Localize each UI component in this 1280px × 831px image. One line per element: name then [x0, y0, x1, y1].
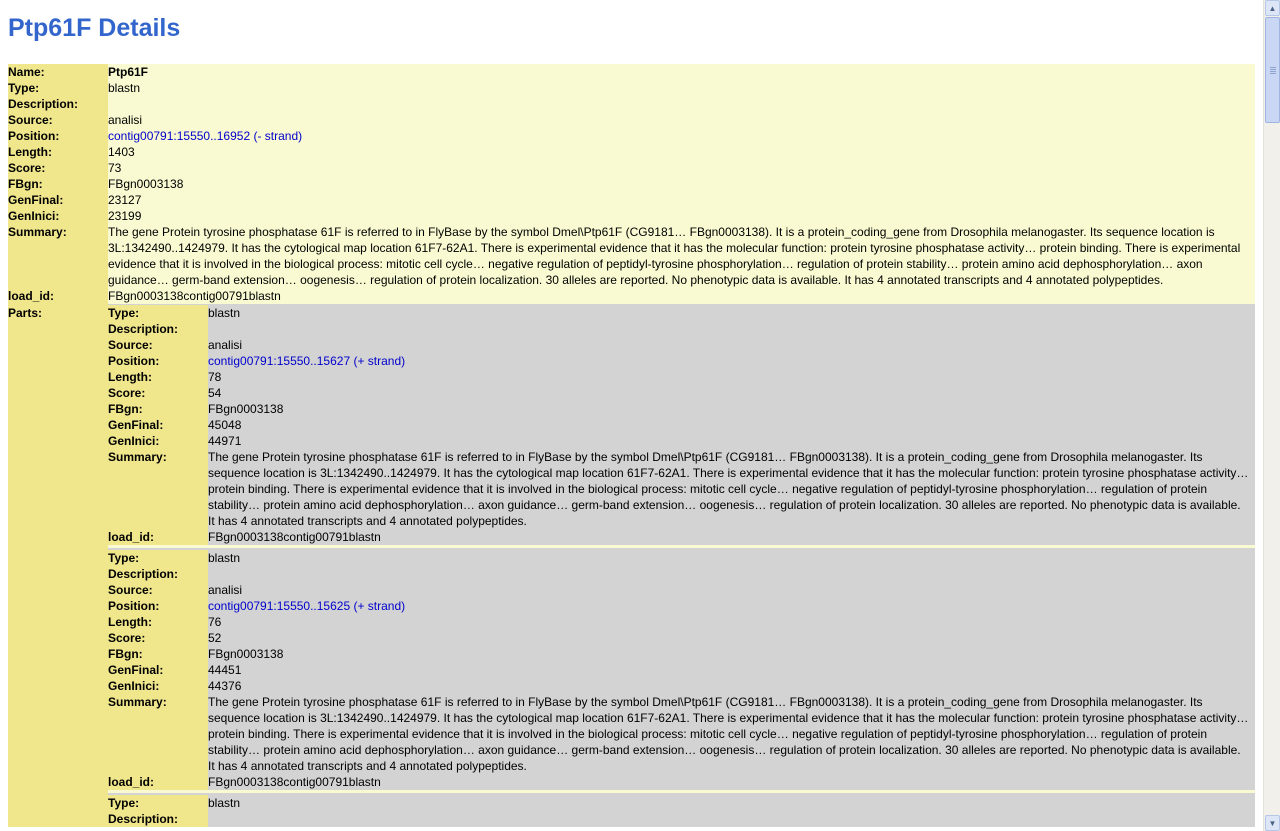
- position-link[interactable]: contig00791:15550..16952 (- strand): [108, 128, 1255, 144]
- part-field-value: analisi: [208, 337, 1255, 353]
- field-value: Ptp61F: [108, 64, 1255, 80]
- grip-line: [1270, 71, 1276, 72]
- part-field-value: FBgn0003138: [208, 401, 1255, 417]
- part-field-row-genfinal: [108, 662, 1255, 678]
- field-row-length: [8, 144, 1255, 160]
- part-field-row-length: [108, 369, 1255, 385]
- part-field-row-type: [108, 305, 1255, 321]
- field-value: analisi: [108, 112, 1255, 128]
- part-field-row-load-id: [108, 529, 1255, 545]
- field-label: GenInici:: [8, 208, 108, 224]
- part-field-row-type: [108, 550, 1255, 566]
- part-field-row-position: [108, 353, 1255, 369]
- field-label: Name:: [8, 64, 108, 80]
- part-field-row-genfinal: [108, 417, 1255, 433]
- field-value: 1403: [108, 144, 1255, 160]
- part-field-row-score: [108, 630, 1255, 646]
- part-field-value: analisi: [208, 582, 1255, 598]
- part-item: [108, 545, 1255, 790]
- grip-line: [1270, 67, 1276, 68]
- scrollbar-thumb[interactable]: [1265, 17, 1280, 123]
- part-field-label: GenFinal:: [108, 417, 208, 433]
- part-item: [108, 790, 1255, 827]
- part-field-label: Summary:: [108, 694, 208, 774]
- grip-line: [1270, 73, 1276, 74]
- field-value: FBgn0003138contig00791blastn: [108, 288, 1255, 304]
- part-field-label: Type:: [108, 550, 208, 566]
- field-row-geninici: [8, 208, 1255, 224]
- field-value: FBgn0003138: [108, 176, 1255, 192]
- part-position-link[interactable]: contig00791:15550..15625 (+ strand): [208, 598, 1255, 614]
- field-label: FBgn:: [8, 176, 108, 192]
- field-row-summary: [8, 224, 1255, 288]
- arrow-down-icon: ▼: [1268, 818, 1277, 828]
- field-row-type: [8, 80, 1255, 96]
- part-field-value: [208, 811, 1255, 827]
- field-row-description: [8, 96, 1255, 112]
- part-field-value: 44451: [208, 662, 1255, 678]
- part-field-label: FBgn:: [108, 646, 208, 662]
- part-field-label: GenFinal:: [108, 662, 208, 678]
- part-field-value: 44376: [208, 678, 1255, 694]
- page-title: Ptp61F Details: [8, 14, 181, 42]
- part-field-label: load_id:: [108, 529, 208, 545]
- parts-list: [108, 304, 1255, 827]
- scroll-up-button[interactable]: [1265, 0, 1280, 16]
- grip-line: [1270, 69, 1276, 70]
- part-field-row-fbgn: [108, 401, 1255, 417]
- part-field-label: Summary:: [108, 449, 208, 529]
- part-field-value: FBgn0003138contig00791blastn: [208, 774, 1255, 790]
- field-label: Score:: [8, 160, 108, 176]
- field-label: GenFinal:: [8, 192, 108, 208]
- field-row-position: [8, 128, 1255, 144]
- details-table: [8, 64, 1255, 827]
- part-field-value: blastn: [208, 305, 1255, 321]
- part-field-label: Type:: [108, 795, 208, 811]
- field-value: 73: [108, 160, 1255, 176]
- part-field-label: Description:: [108, 566, 208, 582]
- field-value: The gene Protein tyrosine phosphatase 61F is referred to in FlyBase by the symbol Dmel\Ptp61F (CG9181… FBgn0003138). It is a protein_coding_gene from Drosophila melanogaster. Its sequence location is 3L:1342490..1424979. It has the cytological map location 61F7-62A1. There is experimental evidence that it has the molecular function: protein tyrosine phosphatase activity… protein binding. There is experimental evidence that it is involved in the biological process: mitotic cell cycle… negative regulation of peptidyl-tyrosine phosphorylation… regulation of protein stability… protein amino acid dephosphorylation… axon guidance… germ-band extension… oogenesis… regulation of protein localization. 30 alleles are reported. No phenotypic data is available. It has 4 annotated transcripts and 4 annotated polypeptides.: [108, 224, 1255, 288]
- part-field-value: blastn: [208, 795, 1255, 811]
- field-row-genfinal: [8, 192, 1255, 208]
- part-field-label: Position:: [108, 353, 208, 369]
- part-field-row-geninici: [108, 433, 1255, 449]
- part-field-label: Position:: [108, 598, 208, 614]
- part-field-label: Score:: [108, 385, 208, 401]
- field-row-load-id: [8, 288, 1255, 304]
- part-field-row-fbgn: [108, 646, 1255, 662]
- part-field-label: Source:: [108, 337, 208, 353]
- part-field-label: GenInici:: [108, 433, 208, 449]
- part-field-label: Description:: [108, 811, 208, 827]
- field-value: blastn: [108, 80, 1255, 96]
- scroll-down-button[interactable]: [1265, 815, 1280, 831]
- field-label: load_id:: [8, 288, 108, 304]
- part-field-row-summary: [108, 694, 1255, 774]
- field-value: 23199: [108, 208, 1255, 224]
- parts-section: [8, 304, 1255, 827]
- field-label: Type:: [8, 80, 108, 96]
- part-field-value: 44971: [208, 433, 1255, 449]
- part-field-value: FBgn0003138contig00791blastn: [208, 529, 1255, 545]
- arrow-up-icon: ▲: [1268, 3, 1277, 13]
- part-item: [108, 304, 1255, 545]
- part-field-row-length: [108, 614, 1255, 630]
- field-label: Source:: [8, 112, 108, 128]
- part-field-row-type: [108, 795, 1255, 811]
- field-row-source: [8, 112, 1255, 128]
- part-field-label: GenInici:: [108, 678, 208, 694]
- field-label: Position:: [8, 128, 108, 144]
- part-field-row-geninici: [108, 678, 1255, 694]
- part-field-row-description: [108, 566, 1255, 582]
- part-field-label: Source:: [108, 582, 208, 598]
- field-value: [108, 96, 1255, 112]
- field-label: Length:: [8, 144, 108, 160]
- part-field-value: [208, 321, 1255, 337]
- field-label: Summary:: [8, 224, 108, 288]
- part-field-value: FBgn0003138: [208, 646, 1255, 662]
- part-field-value: [208, 566, 1255, 582]
- field-row-fbgn: [8, 176, 1255, 192]
- field-row-score: [8, 160, 1255, 176]
- part-field-row-source: [108, 582, 1255, 598]
- part-field-row-summary: [108, 449, 1255, 529]
- part-field-label: load_id:: [108, 774, 208, 790]
- part-field-value: 76: [208, 614, 1255, 630]
- vertical-scrollbar[interactable]: [1263, 0, 1280, 831]
- part-field-value: The gene Protein tyrosine phosphatase 61F is referred to in FlyBase by the symbol Dmel\Ptp61F (CG9181… FBgn0003138). It is a protein_coding_gene from Drosophila melanogaster. Its sequence location is 3L:1342490..1424979. It has the cytological map location 61F7-62A1. There is experimental evidence that it has the molecular function: protein tyrosine phosphatase activity… protein binding. There is experimental evidence that it is involved in the biological process: mitotic cell cycle… negative regulation of peptidyl-tyrosine phosphorylation… regulation of protein stability… protein amino acid dephosphorylation… axon guidance… germ-band extension… oogenesis… regulation of protein localization. 30 alleles are reported. No phenotypic data is available. It has 4 annotated transcripts and 4 annotated polypeptides.: [208, 694, 1255, 774]
- part-field-label: Description:: [108, 321, 208, 337]
- part-field-value: 52: [208, 630, 1255, 646]
- part-field-row-load-id: [108, 774, 1255, 790]
- part-position-link[interactable]: contig00791:15550..15627 (+ strand): [208, 353, 1255, 369]
- field-row-name: [8, 64, 1255, 80]
- part-field-label: Length:: [108, 614, 208, 630]
- part-field-label: Type:: [108, 305, 208, 321]
- field-value: 23127: [108, 192, 1255, 208]
- part-field-row-description: [108, 321, 1255, 337]
- record-fields: [8, 64, 1255, 304]
- part-field-value: 78: [208, 369, 1255, 385]
- part-field-value: The gene Protein tyrosine phosphatase 61F is referred to in FlyBase by the symbol Dmel\Ptp61F (CG9181… FBgn0003138). It is a protein_coding_gene from Drosophila melanogaster. Its sequence location is 3L:1342490..1424979. It has the cytological map location 61F7-62A1. There is experimental evidence that it has the molecular function: protein tyrosine phosphatase activity… protein binding. There is experimental evidence that it is involved in the biological process: mitotic cell cycle… negative regulation of peptidyl-tyrosine phosphorylation… regulation of protein stability… protein amino acid dephosphorylation… axon guidance… germ-band extension… oogenesis… regulation of protein localization. 30 alleles are reported. No phenotypic data is available. It has 4 annotated transcripts and 4 annotated polypeptides.: [208, 449, 1255, 529]
- parts-label: Parts:: [8, 304, 108, 827]
- part-field-label: Score:: [108, 630, 208, 646]
- part-field-label: FBgn:: [108, 401, 208, 417]
- part-field-row-score: [108, 385, 1255, 401]
- part-field-row-description: [108, 811, 1255, 827]
- part-field-value: 54: [208, 385, 1255, 401]
- part-field-value: 45048: [208, 417, 1255, 433]
- part-field-value: blastn: [208, 550, 1255, 566]
- field-label: Description:: [8, 96, 108, 112]
- part-field-label: Length:: [108, 369, 208, 385]
- part-field-row-position: [108, 598, 1255, 614]
- part-field-row-source: [108, 337, 1255, 353]
